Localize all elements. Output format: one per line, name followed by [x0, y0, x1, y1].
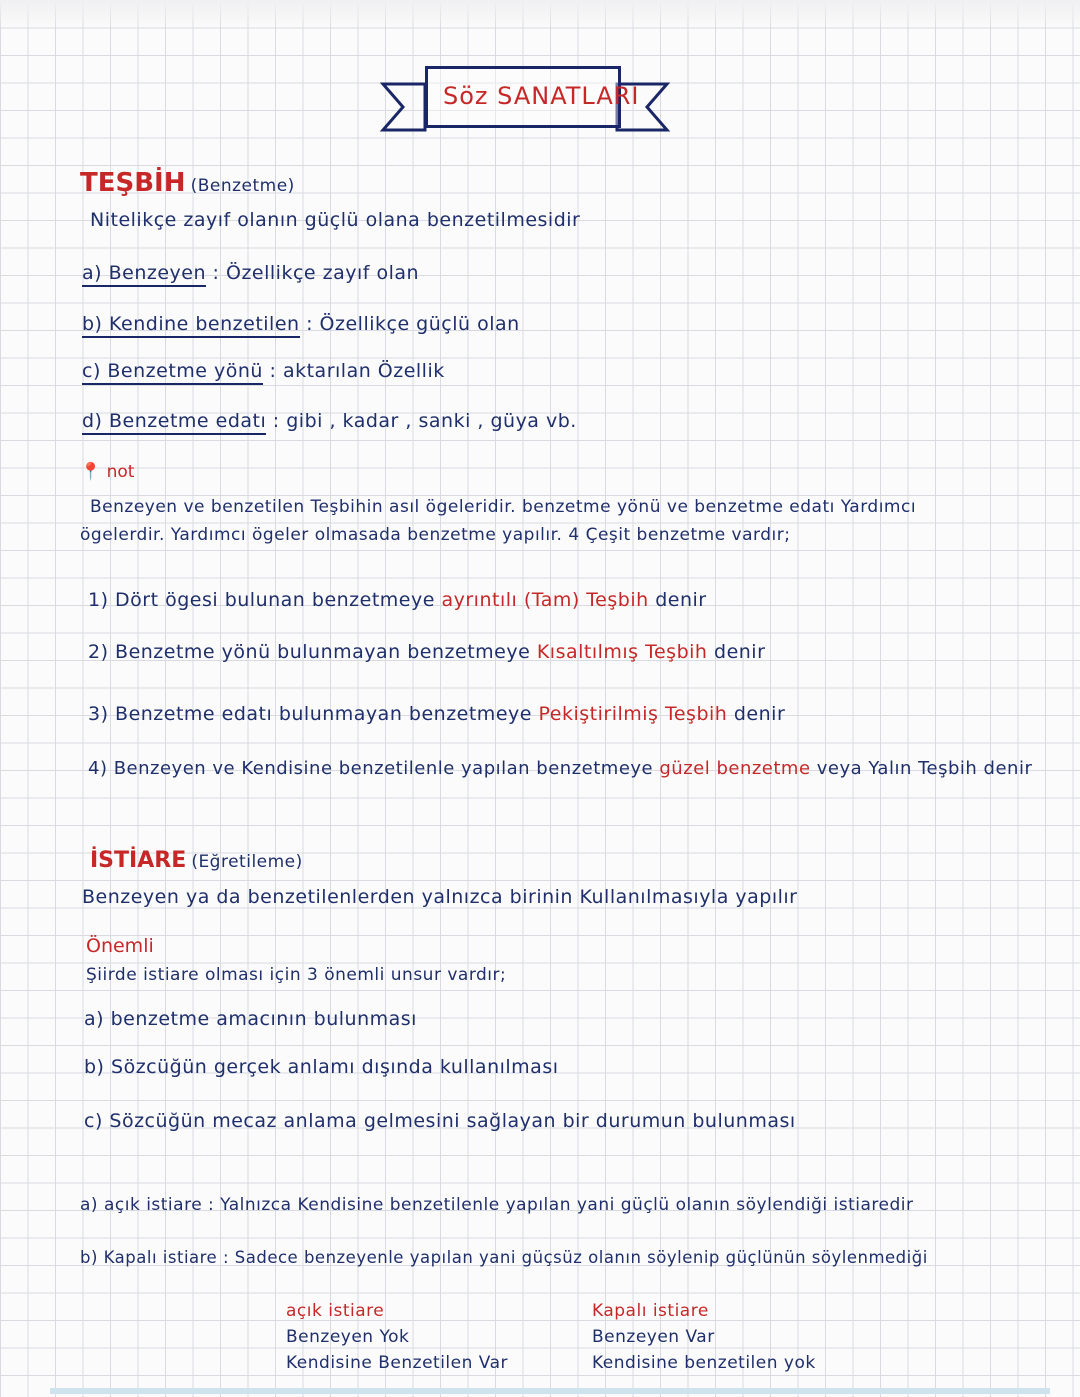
tesbih-item-label: c) Benzetme yönü	[82, 360, 263, 385]
kapali-istiare-row: Kendisine benzetilen yok	[592, 1353, 816, 1373]
page-title: Söz SANATLARI	[443, 82, 640, 110]
acik-istiare-box	[286, 1298, 508, 1376]
acik-istiare-title: açık istiare	[286, 1301, 385, 1321]
tesbih-type-4	[88, 758, 1032, 779]
istiare-definition: Benzeyen ya da benzetilenlerden yalnızca birinin Kullanılmasıyla yapılır	[82, 886, 798, 908]
tesbih-item-label: a) Benzeyen	[82, 262, 206, 287]
tesbih-type-end: denir	[655, 589, 707, 611]
tesbih-definition: Nitelikçe zayıf olanın güçlü olana benzetilmesidir	[90, 209, 581, 231]
kapali-istiare-box	[592, 1298, 816, 1376]
not-line-2: ögelerdir. Yardımcı ögeler olmasada benzetme yapılır. 4 Çeşit benzetme vardır;	[80, 525, 791, 545]
kapali-istiare-definition: b) Kapalı istiare : Sadece benzeyenle yapılan yani güçsüz olanın söylenip güçlünün söylenmediği	[80, 1248, 928, 1267]
page-top-edge	[0, 0, 1080, 30]
pin-icon: 📍	[80, 462, 102, 482]
istiare-item-b: b) Sözcüğün gerçek anlamı dışında kullanılması	[84, 1056, 559, 1078]
tesbih-type-2	[88, 641, 765, 663]
tesbih-type-1	[88, 589, 707, 611]
tesbih-type-name: Pekiştirilmiş Teşbih	[538, 703, 728, 725]
istiare-heading: İSTİARE	[90, 848, 187, 873]
tesbih-item-text: : aktarılan Özellik	[269, 360, 445, 382]
tesbih-type-text: 2) Benzetme yönü bulunmayan benzetmeye	[88, 641, 531, 663]
tesbih-heading-note: (Benzetme)	[190, 176, 295, 196]
not-label	[80, 462, 134, 482]
onemli-text: Şiirde istiare olması için 3 önemli unsur vardır;	[86, 965, 507, 985]
istiare-item-c: c) Sözcüğün mecaz anlama gelmesini sağlayan bir durumun bulunması	[84, 1110, 796, 1132]
tesbih-item-text: : Özellikçe güçlü olan	[306, 313, 520, 335]
tesbih-item-c	[82, 360, 445, 382]
page-bottom-edge	[50, 1388, 1050, 1394]
istiare-heading-row	[90, 848, 303, 873]
tesbih-type-end: denir	[733, 703, 786, 725]
not-line-1: Benzeyen ve benzetilen Teşbihin asıl ögeleridir. benzetme yönü ve benzetme edatı Yardımcı	[90, 497, 917, 517]
tesbih-type-text: 3) Benzetme edatı bulunmayan benzetmeye	[88, 703, 532, 725]
not-label-text: not	[106, 462, 135, 482]
tesbih-item-b	[82, 313, 520, 335]
onemli-label: Önemli	[86, 935, 154, 957]
tesbih-item-text: : Özellikçe zayıf olan	[212, 262, 420, 284]
tesbih-type-end: denir	[714, 641, 766, 663]
kapali-istiare-title: Kapalı istiare	[592, 1301, 709, 1321]
tesbih-item-text: : gibi , kadar , sanki , güya vb.	[272, 410, 577, 432]
acik-istiare-row: Benzeyen Yok	[286, 1327, 410, 1347]
tesbih-heading-row	[80, 168, 295, 198]
tesbih-type-text: 4) Benzeyen ve Kendisine benzetilenle yapılan benzetmeye	[88, 758, 654, 779]
tesbih-type-name: ayrıntılı (Tam) Teşbih	[441, 589, 649, 611]
istiare-heading-note: (Eğretileme)	[191, 852, 303, 872]
tesbih-type-name: güzel benzetme	[659, 758, 811, 779]
acik-istiare-definition: a) açık istiare : Yalnızca Kendisine benzetilenle yapılan yani güçlü olanın söylendiği istiaredir	[80, 1195, 914, 1215]
tesbih-item-label: b) Kendine benzetilen	[82, 313, 300, 338]
tesbih-item-a	[82, 262, 419, 284]
tesbih-type-text: 1) Dört ögesi bulunan benzetmeye	[88, 589, 435, 611]
kapali-istiare-row: Benzeyen Var	[592, 1327, 715, 1347]
tesbih-type-end: veya Yalın Teşbih denir	[816, 758, 1033, 779]
tesbih-type-name: Kısaltılmış Teşbih	[536, 641, 708, 663]
istiare-item-a: a) benzetme amacının bulunması	[84, 1008, 417, 1030]
tesbih-item-label: d) Benzetme edatı	[82, 410, 266, 435]
tesbih-type-3	[88, 703, 785, 725]
tesbih-item-d	[82, 410, 577, 432]
tesbih-heading: TEŞBİH	[80, 168, 186, 198]
acik-istiare-row: Kendisine Benzetilen Var	[286, 1353, 509, 1373]
